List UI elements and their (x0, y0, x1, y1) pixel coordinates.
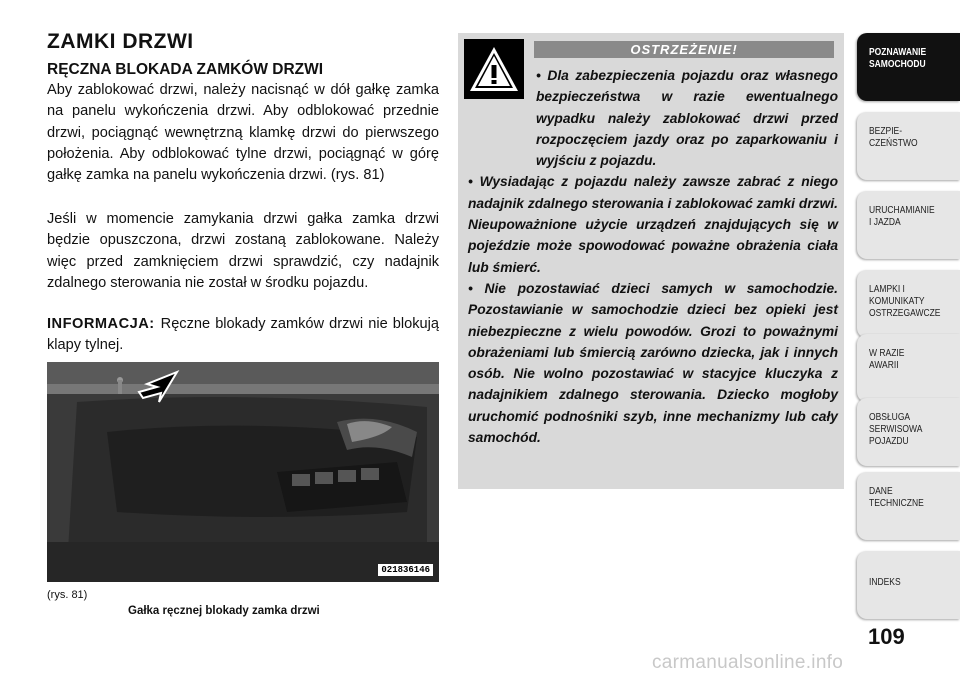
warning-bullet-3: • Nie pozostawiać dzieci samych w samochodzie. Pozostawianie w samochodzie dzieci bez opieki jest niebezpieczne z wielu powodów. Grozi to poważnymi obrażeniami lub śmiercią zarówno dziecka, jak i innych osób. Nie wolno pozostawiać w stacyjce kluczyka z nadajnikiem zdalnego sterowania. Dziecko mogłoby uruchomić podnośniki szyb, inne mechanizmy lub cały samochód. (468, 280, 838, 446)
figure-ref: (rys. 81) (47, 589, 88, 601)
tab-label: INDEKS (869, 577, 901, 588)
figure-code: 021836146 (378, 564, 433, 576)
info-note (47, 314, 439, 357)
section-heading: RĘCZNA BLOKADA ZAMKÓW DRZWI (47, 61, 324, 78)
tab-label: DANE TECHNICZNE (869, 486, 924, 509)
tab-label: W RAZIE AWARII (869, 348, 905, 371)
warning-bullet-2: • Wysiadając z pojazdu należy zawsze zabrać z niego nadajnik zdalnego sterowania i zablokować zamki drzwi. Nieupoważnione użycie urządzeń znajdujących się w pojeździe może spowodować poważne obrażenia ciała lub śmierć. (468, 174, 838, 275)
page-number: 109 (868, 624, 905, 649)
tab-uruchamianie-i-jazda[interactable] (857, 191, 960, 259)
tab-label: BEZPIE- CZEŃSTWO (869, 126, 918, 149)
paragraph-lock-instructions: Aby zablokować drzwi, należy nacisnąć w dół gałkę zamka na panelu wykończenia drzwi. Aby odblokować przednie drzwi, pociągnąć wewnętrzną klamkę drzwi do pierwszego położenia. Aby odblokować tylne drzwi, pociągnąć w górę gałkę zamka na panelu wykończenia drzwi. (rys. 81) (47, 82, 439, 184)
tab-bezpieczenstwo[interactable] (857, 112, 960, 180)
warning-text (468, 65, 838, 448)
tab-dane-techniczne[interactable] (857, 472, 960, 540)
paragraph-lock-warning: Jeśli w momencie zamykania drzwi gałka zamka drzwi będzie opuszczona, drzwi zostaną zablokowane. Należy więc przed zamknięciem drzwi sprawdzić, czy nadajnik zdalnego sterowania nie został w środku pojazdu. (47, 211, 439, 291)
info-text: Ręczne blokady zamków drzwi nie blokują klapy tylnej. (47, 316, 439, 354)
warning-box (458, 33, 844, 489)
warning-bullet-1: • Dla zabezpieczenia pojazdu oraz własnego bezpieczeństwa w razie ewentualnego wypadku należy zablokować drzwi przed rozpoczęciem jazdy oraz po zaparkowaniu i wyjściu z pojazdu. (536, 68, 838, 169)
watermark: carmanualsonline.info (652, 652, 844, 673)
door-lock-photo (47, 362, 439, 582)
tab-label: POZNAWANIE SAMOCHODU (869, 47, 927, 70)
tab-label: URUCHAMIANIE I JAZDA (869, 205, 935, 228)
tab-w-razie-awarii[interactable] (857, 334, 960, 402)
info-label: INFORMACJA: (47, 316, 155, 332)
tab-lampki-i-komunikaty[interactable] (857, 270, 960, 338)
figure-caption: Gałka ręcznej blokady zamka drzwi (128, 605, 320, 617)
tab-poznawanie-samochodu[interactable] (857, 33, 960, 101)
tab-obsluga-serwisowa[interactable] (857, 398, 960, 466)
page-title: ZAMKI DRZWI (47, 30, 194, 53)
warning-header: OSTRZEŻENIE! (534, 41, 834, 58)
tab-label: LAMPKI I KOMUNIKATY OSTRZEGAWCZE (869, 284, 941, 319)
tab-label: OBSŁUGA SERWISOWA POJAZDU (869, 412, 923, 447)
tab-indeks[interactable] (857, 551, 960, 619)
